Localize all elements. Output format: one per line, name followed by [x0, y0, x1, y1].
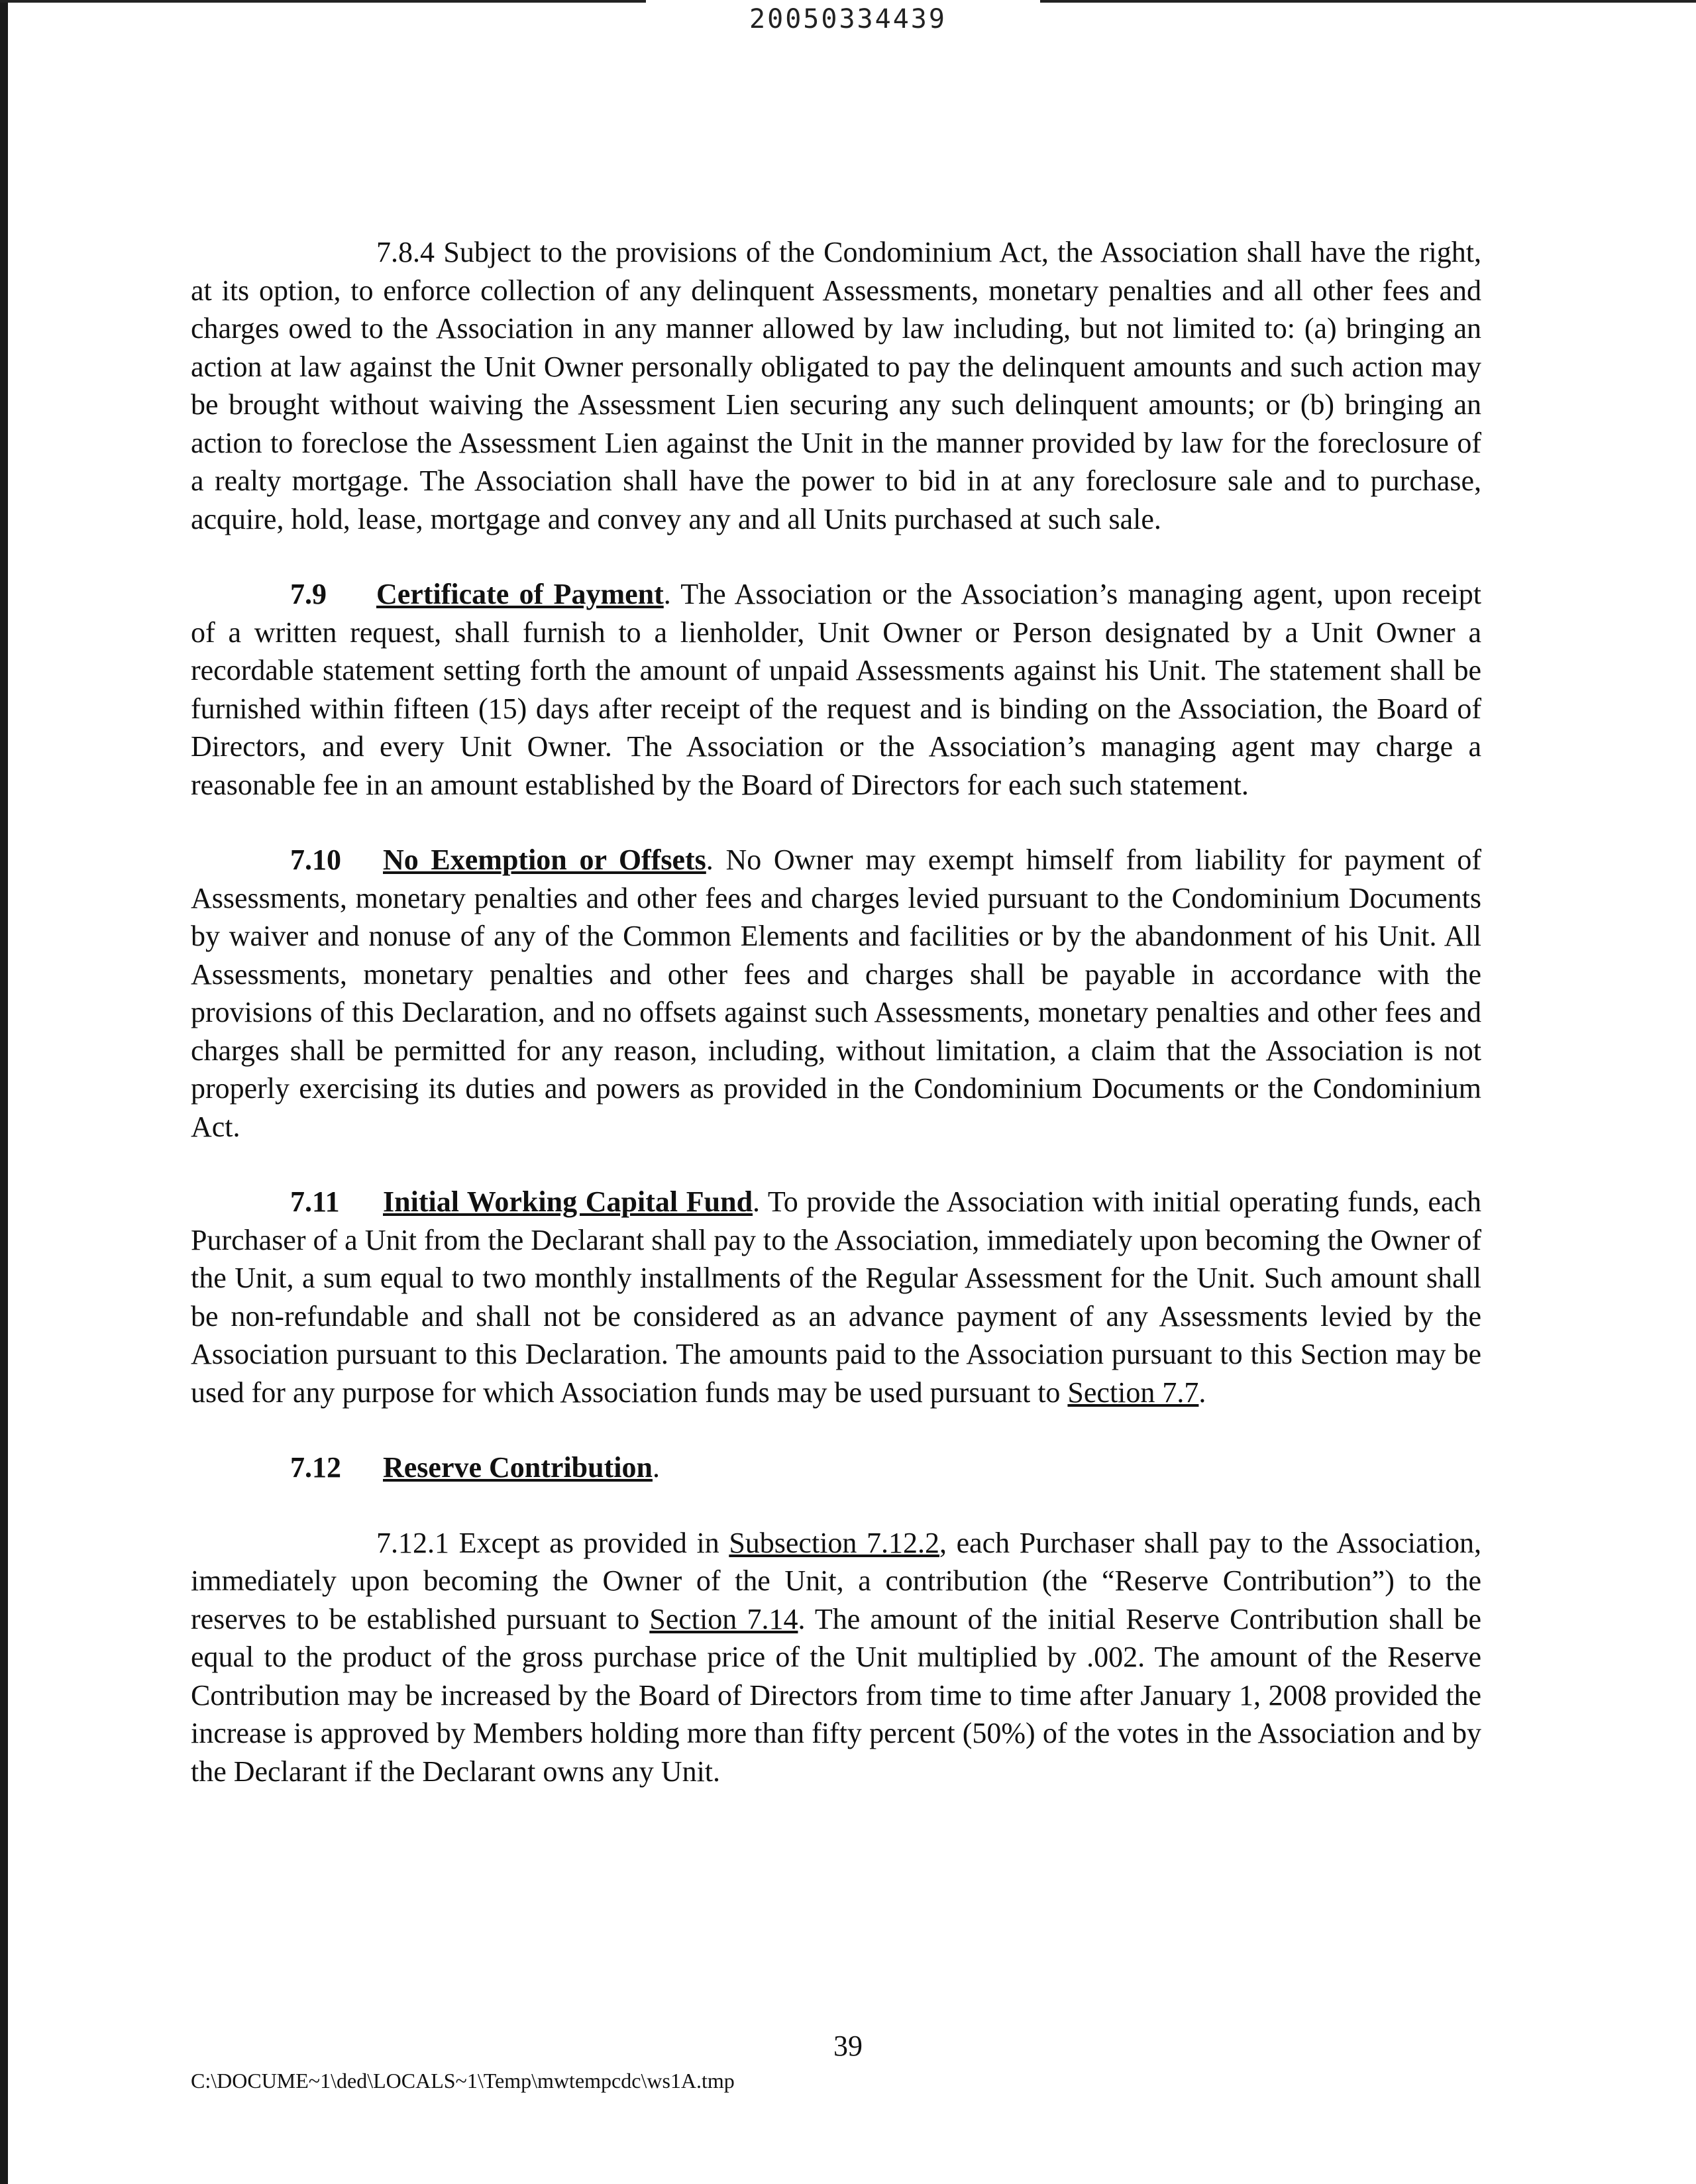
- section-title: No Exemption or Offsets: [383, 844, 706, 876]
- section-number: 7.9: [290, 578, 327, 610]
- header-rule-right: [1040, 0, 1696, 3]
- page-number: 39: [833, 2030, 863, 2062]
- subsection-number: 7.8.4: [376, 236, 435, 268]
- header-rule-left: [0, 0, 646, 3]
- file-path: C:\DOCUME~1\ded\LOCALS~1\Temp\mwtempcdc\ws1A.tmp: [191, 2069, 735, 2093]
- paragraph-text: . The amount of the initial Reserve Contribution shall be equal to the product of the gross purchase price of the Unit multiplied by .002. The amount of the Reserve Contribution may be increased by the Board of Directors from time to time after January 1, 2008 provided the increase is approved by Members holding more than fifty percent (50%) of the votes in the Association and by the Declarant if the Declarant owns any Unit.: [191, 1602, 1482, 1788]
- section-7-11: [191, 1183, 1481, 1411]
- paragraph-text: . The Association or the Association’s managing agent, upon receipt of a written request, shall furnish to a lienholder, Unit Owner or Person designated by a Unit Owner a recordable statement setting forth the amount of unpaid Assessments against his Unit. The statement shall be furnished within fifteen (15) days after receipt of the request and is binding on the Association, the Board of Directors, and every Unit Owner. The Association or the Association’s managing agent may charge a reasonable fee in an amount established by the Board of Directors for each such statement.: [191, 578, 1481, 801]
- paragraph-text: Except as provided in: [449, 1526, 729, 1559]
- page-body: [191, 233, 1481, 1828]
- cross-reference: Section 7.7: [1067, 1376, 1199, 1409]
- scan-edge: [0, 0, 8, 2184]
- section-7-9: [191, 575, 1481, 804]
- cross-reference: Subsection 7.12.2: [729, 1526, 939, 1559]
- paragraph-7-12-1: [191, 1524, 1481, 1791]
- heading-end: .: [652, 1451, 660, 1484]
- section-number: 7.11: [290, 1185, 340, 1218]
- paragraph-7-8-4: [191, 233, 1481, 538]
- section-7-10: [191, 841, 1481, 1146]
- subsection-number: 7.12.1: [376, 1526, 449, 1559]
- paragraph-end: .: [1198, 1376, 1206, 1409]
- paragraph-text: , each Purchaser shall pay to the Association, immediately upon becoming the Owner of the Unit, a contribution (the “Reserve Contribution”) to the reserves to be established pursuant to: [191, 1526, 1482, 1635]
- section-number: 7.12: [290, 1451, 341, 1484]
- section-number: 7.10: [290, 844, 341, 876]
- paragraph-text: . To provide the Association with initial operating funds, each Purchaser of a Unit from the Declarant shall pay to the Association, immediately upon becoming the Owner of the Unit, a sum equal to two monthly installments of the Regular Assessment for the Unit. Such amount shall be non-refundable and shall not be considered as an advance payment of any Assessments levied by the Association pursuant to this Declaration. The amounts paid to the Association pursuant to this Section may be used for any purpose for which Association funds may be used pursuant to: [191, 1185, 1481, 1409]
- cross-reference: Section 7.14: [649, 1602, 798, 1635]
- section-7-12-heading: [191, 1448, 1481, 1487]
- section-title: Certificate of Payment: [376, 578, 664, 610]
- section-title: Initial Working Capital Fund: [383, 1185, 753, 1218]
- document-number: 20050334439: [749, 4, 947, 34]
- section-title: Reserve Contribution: [383, 1451, 653, 1484]
- paragraph-text: . No Owner may exempt himself from liability for payment of Assessments, monetary penalties and other fees and charges levied pursuant to the Condominium Documents by waiver and nonuse of any of the Common Elements and facilities or by the abandonment of his Unit. All Assessments, monetary penalties and other fees and charges shall be payable in accordance with the provisions of this Declaration, and no offsets against such Assessments, monetary penalties and other fees and charges shall be permitted for any reason, including, without limitation, a claim that the Association is not properly exercising its duties and powers as provided in the Condominium Documents or the Condominium Act.: [191, 844, 1481, 1143]
- paragraph-text: Subject to the provisions of the Condominium Act, the Association shall have the right, at its option, to enforce collection of any delinquent Assessments, monetary penalties and all other fees and charges owed to the Association in any manner allowed by law including, but not limited to: (a) bringing an action at law against the Unit Owner personally obligated to pay the delinquent amounts and such action may be brought without waiving the Assessment Lien securing any such delinquent amounts; or (b) bringing an action to foreclose the Assessment Lien against the Unit in the manner provided by law for the foreclosure of a realty mortgage. The Association shall have the power to bid in at any foreclosure sale and to purchase, acquire, hold, lease, mortgage and convey any and all Units purchased at such sale.: [191, 236, 1481, 535]
